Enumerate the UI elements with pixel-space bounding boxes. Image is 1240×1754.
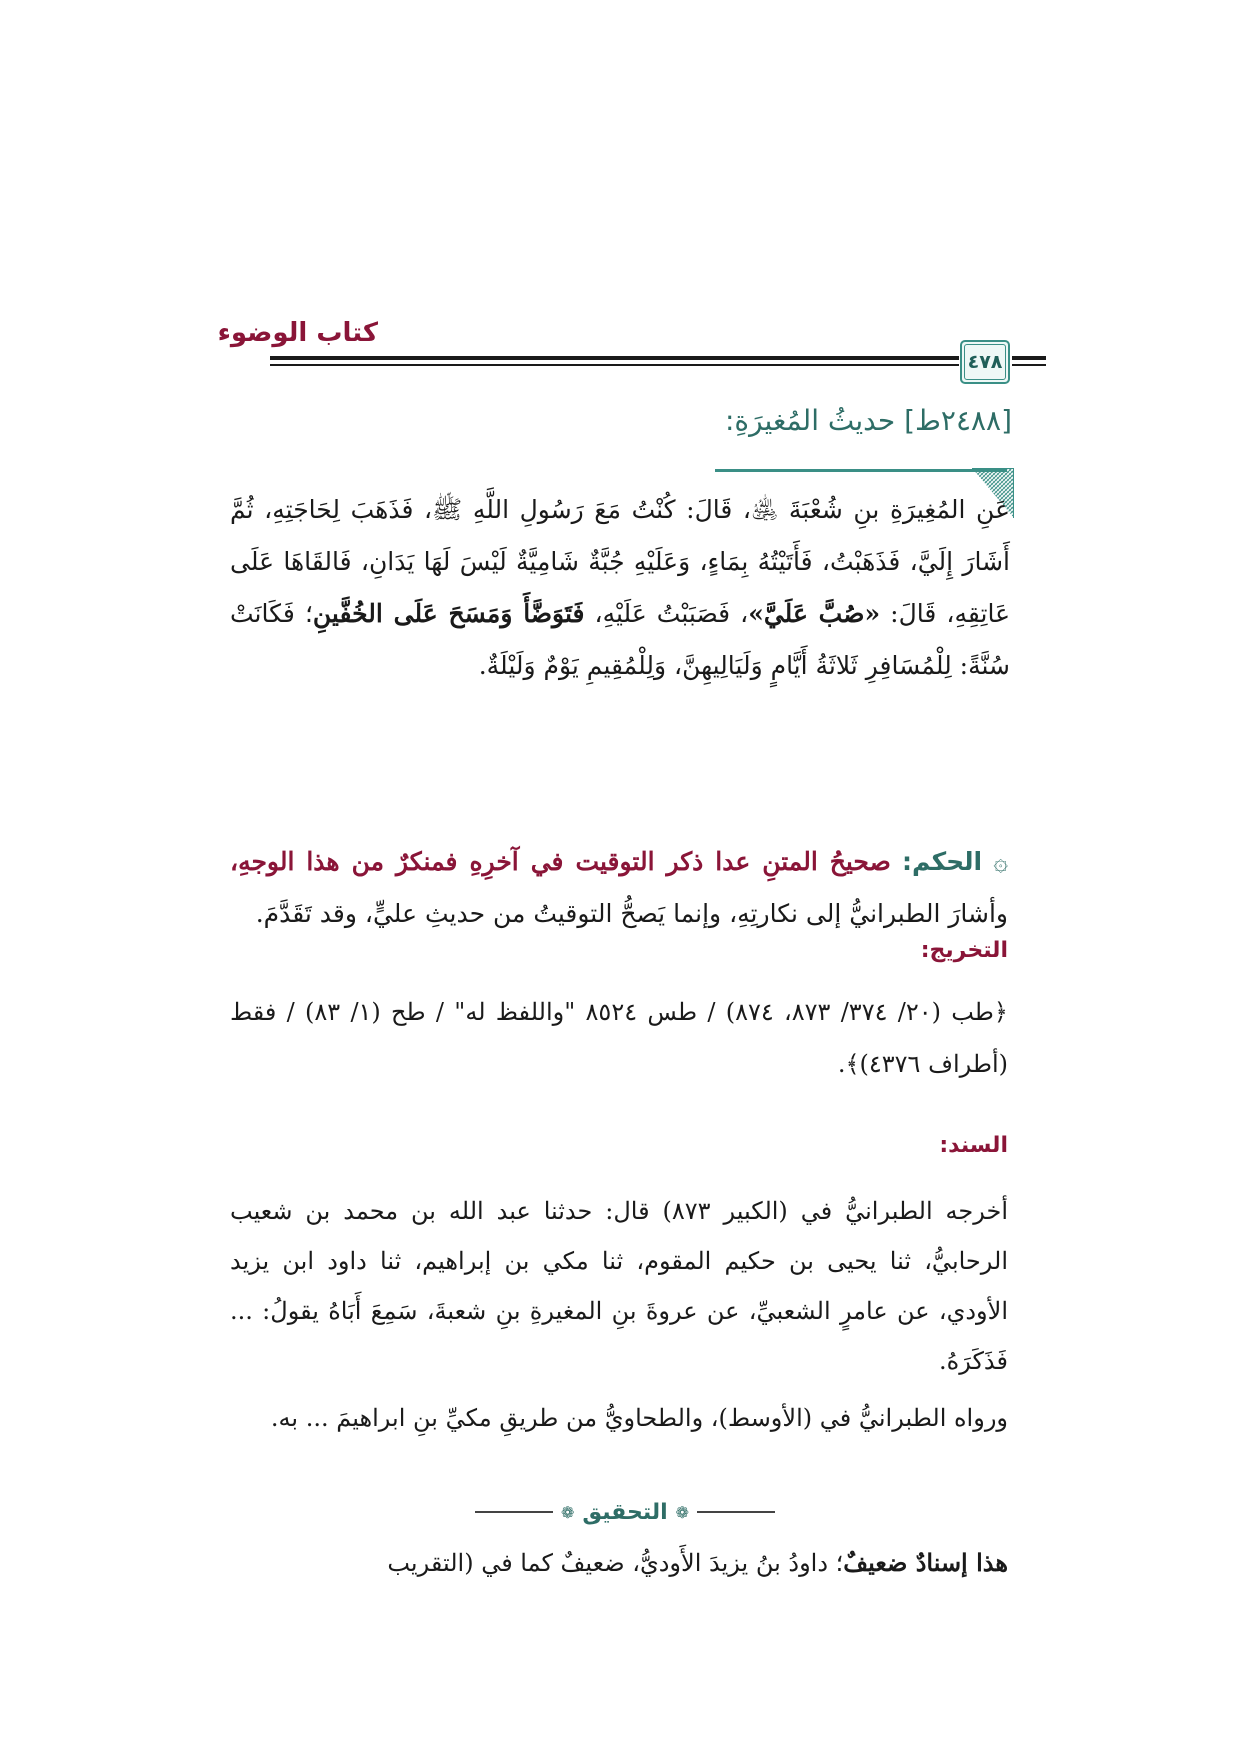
flower-icon: ۞: [993, 847, 1008, 876]
hadith-text-part: ؛ فَكَانَتْ سُنَّةً: لِلْمُسَافِرِ ثَلاثَةُ أَيَّامٍ وَلَيَالِيهِنَّ، وَلِلْمُقِيمِ يَوْمٌ وَلَيْلَةٌ.: [230, 599, 1010, 680]
tahqiq-divider: [440, 1494, 810, 1530]
hadith-text-part: عَنِ المُغِيرَةِ بنِ شُعْبَةَ ﵁، قَالَ: كُنْتُ مَعَ رَسُولِ اللَّهِ ﷺ، فَذَهَبَ لِحَاجَتِهِ، ثُمَّ أَشَارَ إِلَيَّ، فَذَهَبْتُ، فَأَتَيْتُهُ بِمَاءٍ، وَعَلَيْهِ جُبَّةٌ شَامِيَّةٌ لَيْسَ لَهَا يَدَانِ، فَالقَاهَا عَلَى عَاتِقِهِ، قَالَ:: [230, 495, 1010, 628]
hadith-box-top-line: [715, 469, 1007, 472]
sanad-label: السند:: [939, 1133, 1008, 1158]
divider-line: [697, 1511, 775, 1513]
ruling-label: الحكم:: [902, 847, 983, 876]
hadith-text-part: ، فَصَبَبْتُ عَلَيْهِ،: [584, 599, 749, 628]
divider-line: [475, 1511, 553, 1513]
hadith-text-bold: «صُبَّ عَلَيَّ»: [748, 599, 881, 628]
page-number: ٤٧٨: [964, 344, 1006, 380]
hadith-text: [230, 484, 1010, 692]
page-number-badge: [960, 340, 1010, 384]
tahqiq-title: التحقيق: [582, 1499, 668, 1525]
header-rule: [1012, 356, 1046, 360]
riwaya-text: ورواه الطبرانيُّ في (الأوسط)، والطحاويُّ من طريقِ مكيِّ بنِ ابراهيمَ ... به.: [270, 1404, 1008, 1432]
ruling-verdict: صحيحُ المتنِ عدا ذكر التوقيت في آخرِهِ فمنكرٌ من هذا الوجهِ،: [230, 847, 891, 876]
ruling-rest: وأشارَ الطبرانيُّ إلى نكارتِهِ، وإنما يَصحُّ التوقيتُ من حديثِ عليٍّ، وقد تَقَدَّمَ.: [255, 899, 1008, 928]
header-rule: [1012, 364, 1046, 366]
ornament-icon: ❁: [560, 1502, 575, 1522]
tahqiq-text: [230, 1538, 1008, 1588]
header-rule: [270, 356, 959, 360]
ruling-paragraph: [230, 836, 1008, 940]
hadith-heading: [٢٤٨٨ط] حديثُ المُغيرَةِ:: [724, 404, 1012, 437]
header-rule: [270, 364, 959, 366]
ornament-icon: ❁: [675, 1502, 690, 1522]
sanad-text: أخرجه الطبرانيُّ في (الكبير ٨٧٣) قال: حدثنا عبد الله بن محمد بن شعيب الرحابيُّ، ثنا يحيى بن حكيم المقوم، ثنا مكي بن إبراهيم، ثنا داود ابن يزيد الأودي، عن عامرٍ الشعبيِّ، عن عروةَ بنِ المغيرةِ بنِ شعبةَ، سَمِعَ أَبَاهُ يقولُ: ... فَذَكَرَهُ.: [230, 1197, 1008, 1375]
tahqiq-rest: ؛ داودُ بنُ يزيدَ الأَوديُّ، ضعيفٌ كما في (التقريب: [387, 1549, 844, 1577]
book-title: كتاب الوضوء: [217, 318, 378, 348]
tahqiq-bold: هذا إسنادٌ ضعيفٌ: [843, 1548, 1008, 1577]
takhrij-text: ﴿طب (٢٠/ ٣٧٤/ ٨٧٣، ٨٧٤) / طس ٨٥٢٤ "واللفظ له" / طح (١/ ٨٣) / فقط (أطراف ٤٣٧٦)﴾.: [230, 998, 1008, 1078]
hadith-text-bold: فَتَوَضَّأَ وَمَسَحَ عَلَى الخُفَّينِ: [312, 599, 585, 628]
takhrij-label: التخريج:: [920, 938, 1008, 963]
